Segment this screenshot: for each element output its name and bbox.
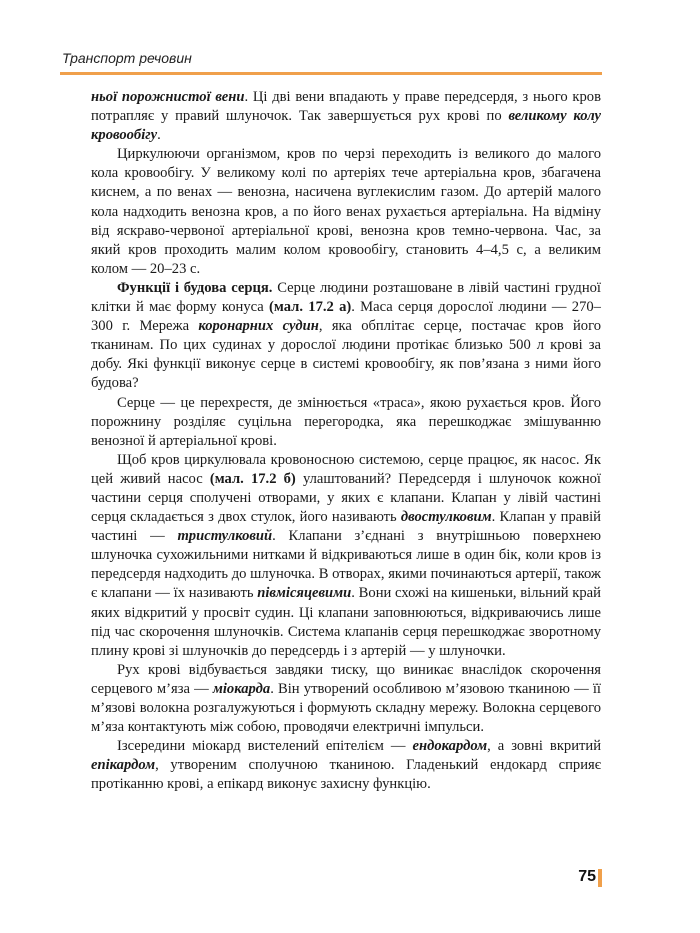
text-run: .: [157, 127, 161, 144]
key-term: міокарда: [212, 680, 271, 697]
text-run: . Клапан у правій частині —: [91, 509, 601, 545]
key-term: коронарних судин: [198, 318, 319, 335]
paragraph-7: [91, 737, 601, 794]
paragraph-5: [91, 451, 601, 661]
page-number-tab: [598, 869, 602, 887]
key-term: тристулковий: [177, 528, 273, 545]
text-run: . Маса серця дорослої людини — 270–300 г. Мережа: [91, 299, 601, 335]
paragraph-4: [91, 394, 601, 451]
key-term: ньої порожнистої вени: [91, 89, 245, 105]
page-number: 75: [578, 868, 596, 885]
text-run: Ізсередини міокард вистелений епітелієм —: [117, 738, 413, 755]
text-run: . Вони схожі на кишеньки, вільний край яких відкритий у просвіт судин. Ці клапани заповнюються, відкриваючись лише під час скорочення шлуночків. Система клапанів серця перешкоджає зворотному плину крові зі шлуночків до передсердь і з артерій — у шлуночки.: [91, 585, 601, 659]
text-run: Рух крові відбувається завдяки тиску, що виникає внаслідок скорочення серцевого м’яза —: [91, 661, 601, 697]
bold-phrase: (мал. 17.2 а): [269, 299, 352, 316]
key-term: великому колу кровообігу: [91, 108, 601, 144]
text-run: Серце людини розташоване в лівій частині грудної клітки й має форму конуса: [91, 279, 601, 316]
text-run: , а зовні вкритий: [487, 738, 602, 755]
bold-phrase: Функції і будова серця.: [117, 279, 273, 296]
text-run: . Він утворений особливою м’язовою тканиною — її м’язові волокна розгалужуються і формують складну мережу. Волокна серцевого м’яза контактують між собою, проводячи електричні імпульси.: [91, 680, 601, 736]
text-run: улаштований? Передсердя і шлуночок кожної частини серця сполучені отворами, у яких є клапани. Клапан у лівій частині серця складається з двох стулок, його називають: [91, 470, 601, 526]
page-body: [91, 88, 601, 794]
header-rule: [60, 72, 602, 75]
text-run: , утвореним сполучною тканиною. Гладенький ендокард сприяє протіканню крові, а епікард виконує захисну функцію.: [91, 757, 601, 793]
paragraph-3: [91, 279, 601, 394]
text-run: Серце — це перехрестя, де змінюється «траса», якою рухається кров. Його порожнину розділяє суцільна перегородка, яка перешкоджає змішуванню венозної й артеріальної крові.: [91, 394, 601, 449]
text-run: . Ці дві вени впадають у праве передсердя, з нього кров потрапляє у правий шлуночок. Так завершується рух крові по: [91, 89, 601, 125]
key-term: епікардом: [91, 757, 156, 774]
paragraph-2: [91, 145, 601, 279]
text-run: Щоб кров циркулювала кровоносною системою, серце працює, як насос. Як цей живий насос: [91, 451, 601, 487]
paragraph-1: [91, 88, 601, 145]
key-term: ендокардом: [412, 738, 488, 755]
key-term: півмісяцевими: [257, 585, 352, 602]
key-term: двостулковим: [400, 509, 492, 526]
text-run: Циркулюючи організмом, кров по черзі переходить із великого до малого кола кровообігу. У великому колі по артеріях тече артеріальна кров, збагачена киснем, а по венах — венозна, насичена вуглекислим газом. До артерій малого кола надходить венозна кров, а по його венах рухається артеріальна. На відміну від яскраво-червоної артеріальної крові, венозна кров темно-червона. Час, за який кров проходить малим колом кровообігу, становить 4–4,5 с, а великим колом — 20–23 с.: [91, 146, 601, 277]
bold-phrase: (мал. 17.2 б): [209, 470, 296, 487]
text-run: , яка обплітає серце, постачає кров його тканинам. По цих судинах у дорослої людини протікає близько 500 л крові за добу. Які функції виконує серце в системі кровообігу, як пов’язана з ними його будова?: [91, 318, 601, 392]
paragraph-6: [91, 661, 601, 737]
running-header: Транспорт речовин: [62, 50, 192, 66]
text-run: . Клапани з’єднані з внутрішньою поверхнею шлуночка сухожильними нитками й відкриваються лише в один бік, коли кров із передсердя надходить до шлуночка. В отворах, якими починаються артерії, також є клапани — їх називають: [91, 528, 601, 602]
